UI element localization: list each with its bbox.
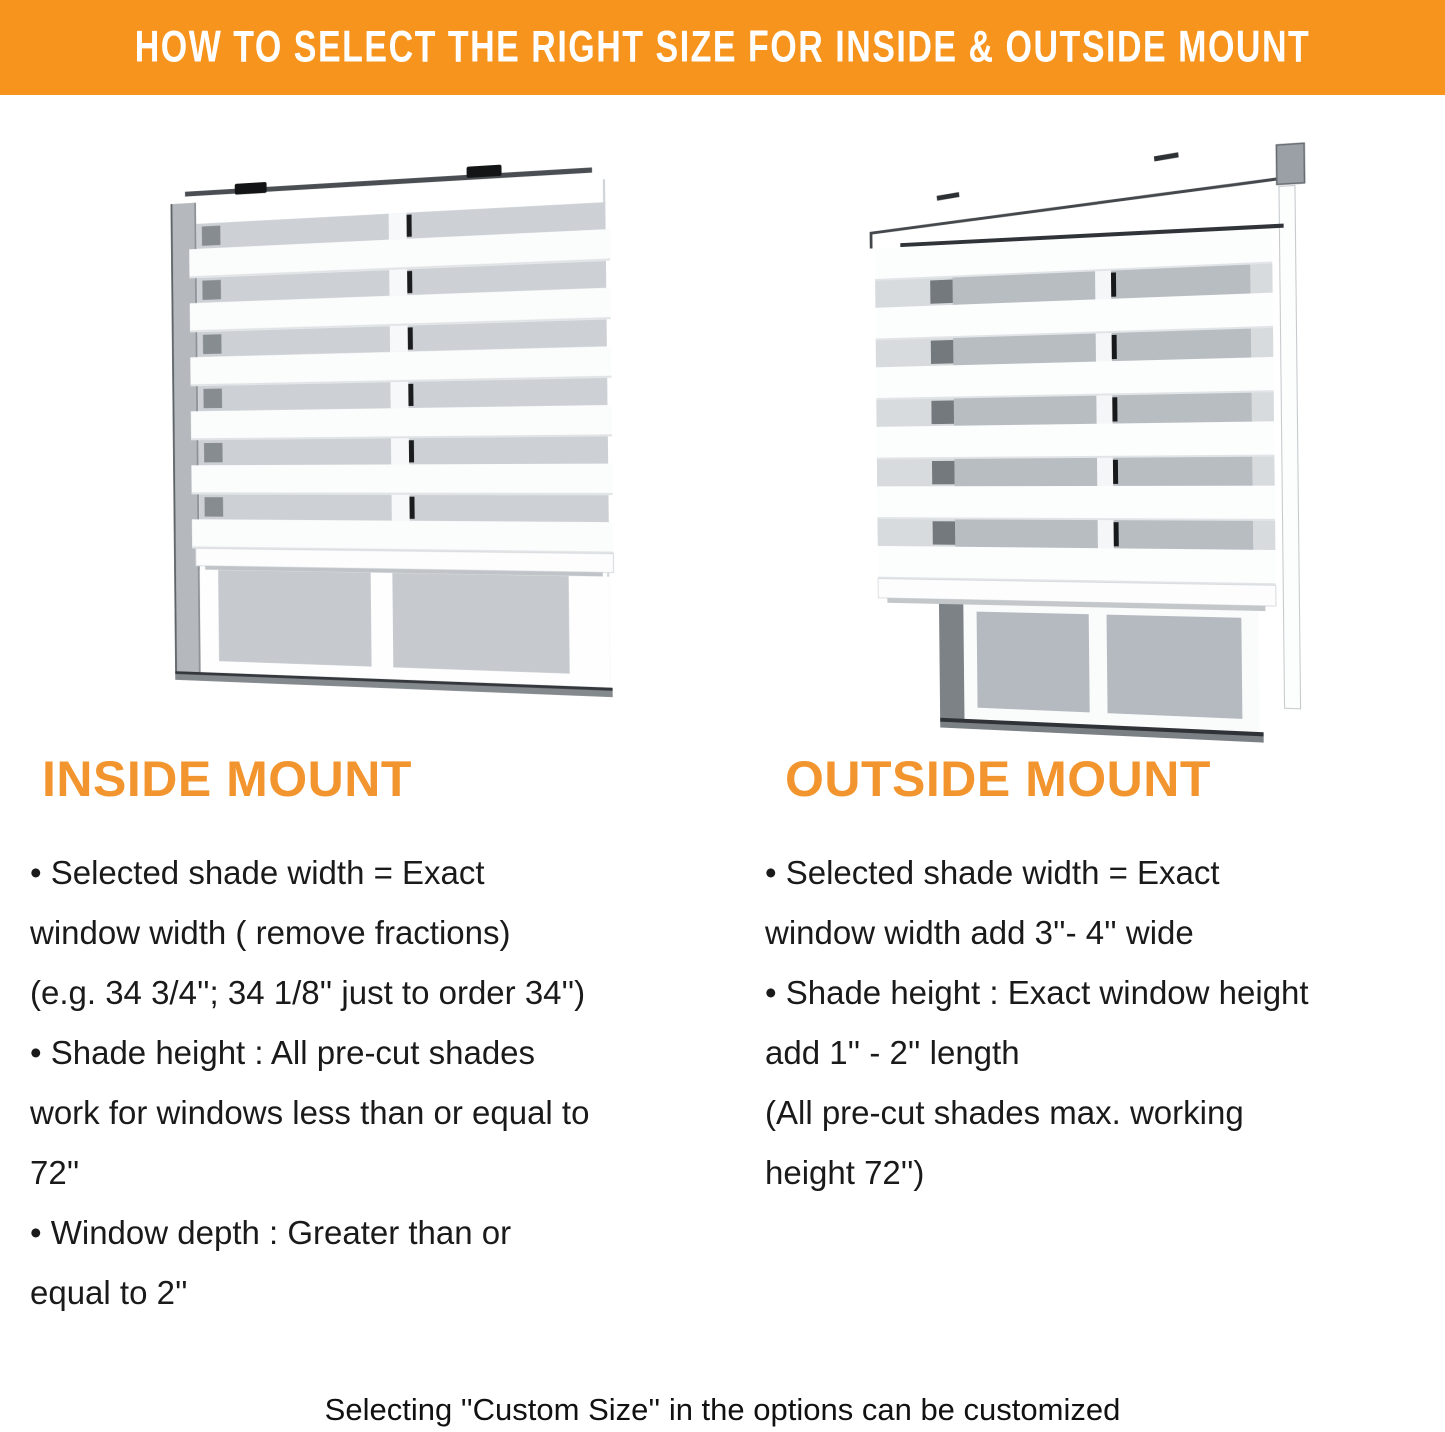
inside-mount-illustration [150,148,612,714]
spec-line: 72'' [30,1154,80,1191]
screw-mark [937,192,960,201]
custom-size-note: Selecting ''Custom Size'' in the options can be customized [324,1392,1121,1427]
spec-line: • Selected shade width = Exact [30,854,485,891]
inside-mount-specs [30,843,730,1323]
inside-mount-window-graphic [161,132,623,724]
inside-mount-heading: INSIDE MOUNT [42,751,412,807]
header-banner [0,0,1445,95]
spec-line: window width add 3''- 4'' wide [765,914,1194,951]
window-panes [174,569,613,697]
spec-line: height 72'') [765,1154,925,1191]
spec-line: (All pre-cut shades max. working [765,1094,1244,1131]
outside-mount-specs [765,843,1445,1203]
spec-line: (e.g. 34 3/4''; 34 1/8'' just to order 34'') [30,974,586,1011]
spec-line: window width ( remove fractions) [30,914,511,951]
spec-line: equal to 2'' [30,1274,188,1311]
outside-mount-heading: OUTSIDE MOUNT [785,751,1211,807]
spec-line: • Selected shade width = Exact [765,854,1220,891]
spec-line: • Shade height : All pre-cut shades [30,1034,536,1071]
spec-line: work for windows less than or equal to [30,1094,590,1131]
spec-line: add 1'' - 2'' length [765,1034,1020,1071]
spec-line: • Window depth : Greater than or [30,1214,512,1251]
zebra-blind [875,228,1276,611]
zebra-blind [189,202,614,577]
outside-mount-illustration [845,146,1315,736]
banner-title: HOW TO SELECT THE RIGHT SIZE FOR INSIDE & OUTSIDE MOUNT [134,21,1311,72]
outside-mount-window-graphic [856,130,1326,748]
window-side-frame [1279,185,1301,708]
spec-line: • Shade height : Exact window height [765,974,1309,1011]
window-panes [939,604,1264,743]
mount-bracket [1276,143,1304,184]
screw-mark [1154,152,1179,161]
